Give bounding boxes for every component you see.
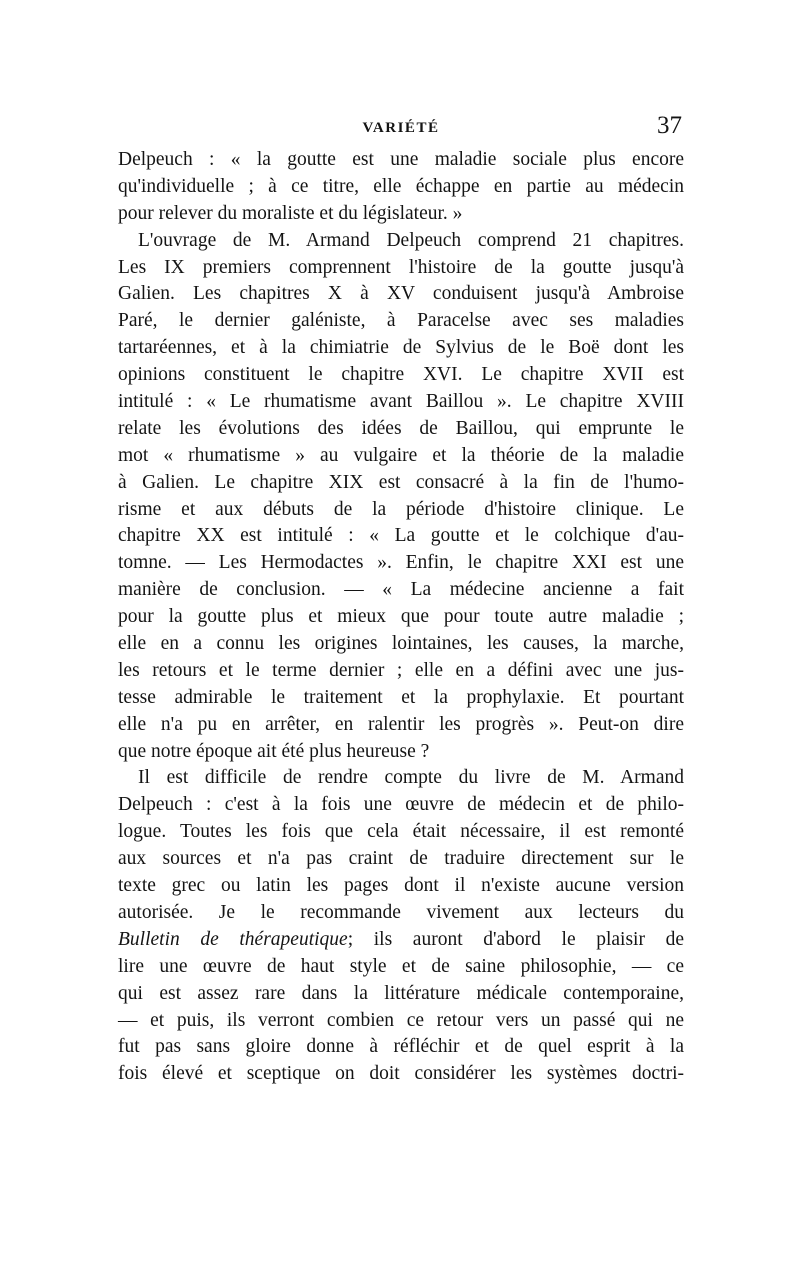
text-line: Les IX premiers comprennent l'histoire de la goutte jusqu'à	[118, 256, 684, 278]
text-line: à Galien. Le chapitre XIX est consacré à la fin de l'humo-	[118, 471, 684, 493]
text-line: logue. Toutes les fois que cela était nécessaire, il est remonté	[118, 821, 684, 843]
text-line: intitulé : « Le rhumatisme avant Baillou ». Le chapitre XVIII	[118, 391, 684, 413]
text-line: tesse admirable le traitement et la prophylaxie. Et pourtant	[118, 686, 684, 708]
text-line: les retours et le terme dernier ; elle en a défini avec une jus-	[118, 659, 684, 681]
text-line: fois élevé et sceptique on doit considérer les systèmes doctri-	[118, 1063, 684, 1085]
text-line: pour la goutte plus et mieux que pour toute autre maladie ;	[118, 606, 684, 628]
text-line: pour relever du moraliste et du législateur. »	[118, 202, 463, 224]
text-line: chapitre XX est intitulé : « La goutte et le colchique d'au-	[118, 525, 684, 547]
text-line: que notre époque ait été plus heureuse ?	[118, 740, 430, 762]
text-line: mot « rhumatisme » au vulgaire et la théorie de la maladie	[118, 444, 684, 466]
text-line: manière de conclusion. — « La médecine ancienne a fait	[118, 579, 684, 601]
text-line: Delpeuch : c'est à la fois une œuvre de médecin et de philo-	[118, 794, 684, 816]
text-line: elle en a connu les origines lointaines, les causes, la marche,	[118, 633, 684, 655]
text-line: qui est assez rare dans la littérature médicale contemporaine,	[118, 982, 684, 1004]
text-line: aux sources et n'a pas craint de traduire directement sur le	[118, 848, 684, 870]
text-line: qu'individuelle ; à ce titre, elle échappe en partie au médecin	[118, 175, 684, 197]
text-line: relate les évolutions des idées de Baillou, qui emprunte le	[118, 417, 684, 439]
text-line: autorisée. Je le recommande vivement aux lecteurs du	[118, 901, 684, 923]
text-line: Paré, le dernier galéniste, à Paracelse avec ses maladies	[118, 310, 684, 332]
text-line: Galien. Les chapitres X à XV conduisent jusqu'à Ambroise	[118, 283, 684, 305]
text-line: Delpeuch : « la goutte est une maladie sociale plus encore	[118, 149, 684, 170]
text-line-rest: ; ils auront d'abord le plaisir de	[347, 928, 684, 950]
text-line: Il est difficile de rendre compte du livre de M. Armand	[138, 767, 684, 789]
running-head-title: VARIÉTÉ	[362, 120, 440, 136]
text-line: opinions constituent le chapitre XVI. Le chapitre XVII est	[118, 364, 684, 386]
text-line: texte grec ou latin les pages dont il n'existe aucune version	[118, 875, 684, 897]
text-line: elle n'a pu en arrêter, en ralentir les progrès ». Peut-on dire	[118, 713, 684, 735]
body-text	[118, 147, 684, 1088]
text-line: — et puis, ils verront combien ce retour vers un passé qui ne	[118, 1009, 684, 1031]
text-line: risme et aux débuts de la période d'histoire clinique. Le	[118, 498, 684, 520]
text-line: lire une œuvre de haut style et de saine philosophie, — ce	[118, 955, 684, 977]
text-line: L'ouvrage de M. Armand Delpeuch comprend 21 chapitres.	[138, 229, 684, 251]
text-line: tartaréennes, et à la chimiatrie de Sylvius de le Boë dont les	[118, 337, 684, 359]
text-line: fut pas sans gloire donne à réfléchir et de quel esprit à la	[118, 1036, 684, 1058]
journal-title: Bulletin de thérapeutique	[118, 928, 348, 950]
text-line-with-title	[118, 927, 684, 954]
text-line: tomne. — Les Hermodactes ». Enfin, le chapitre XXI est une	[118, 552, 684, 574]
running-head	[118, 112, 684, 142]
page-number: 37	[657, 112, 682, 139]
